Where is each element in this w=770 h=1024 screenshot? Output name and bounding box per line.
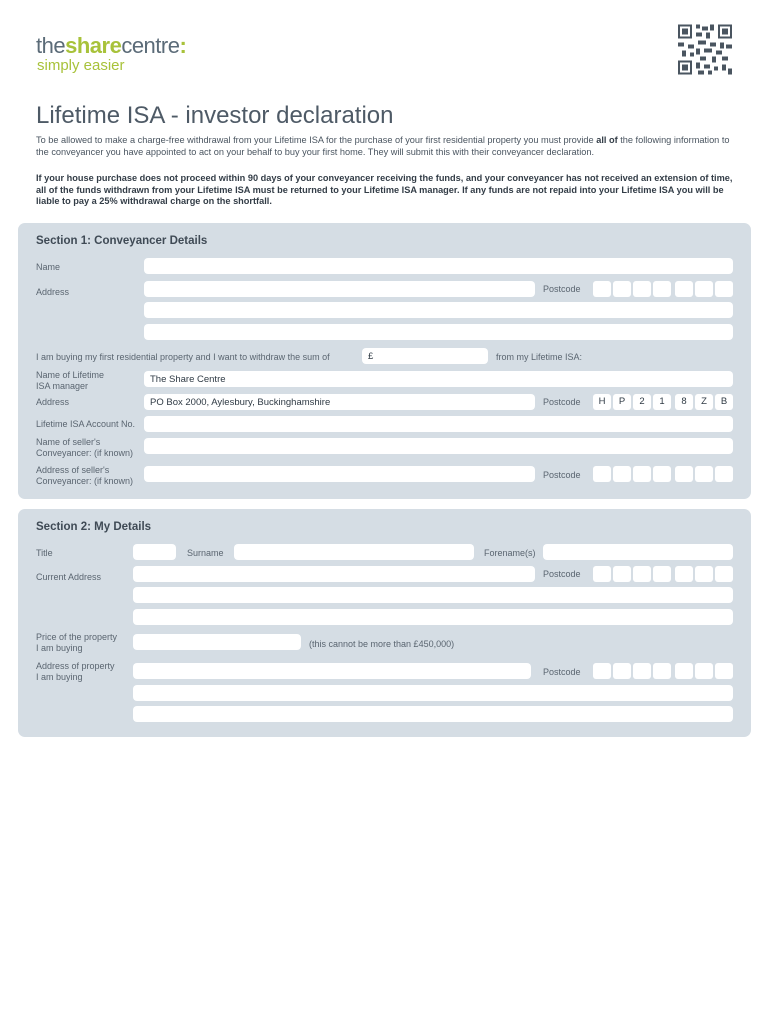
from-lisa-label: from my Lifetime ISA:: [496, 352, 583, 362]
postcode-char-box[interactable]: [695, 281, 713, 297]
property-address-line-2[interactable]: [133, 685, 733, 701]
postcode-char-box[interactable]: [593, 663, 611, 679]
property-address-line-3[interactable]: [133, 706, 733, 722]
postcode-char-box[interactable]: [613, 663, 631, 679]
postcode-char-box[interactable]: 8: [675, 394, 693, 410]
postcode-char-box[interactable]: [715, 466, 733, 482]
current-address-label: Current Address: [36, 572, 102, 582]
postcode-char-box[interactable]: Z: [695, 394, 713, 410]
seller-address-field[interactable]: [144, 466, 535, 482]
postcode-char-box[interactable]: [675, 466, 693, 482]
postcode-char-box[interactable]: [653, 466, 671, 482]
property-address-label: Address of property I am buying: [36, 661, 115, 682]
postcode-char-box[interactable]: [593, 566, 611, 582]
forenames-field[interactable]: [543, 544, 733, 560]
conveyancer-address-line-3[interactable]: [144, 324, 733, 340]
conveyancer-address-line-2[interactable]: [144, 302, 733, 318]
property-price-field[interactable]: [133, 634, 301, 650]
seller-conveyancer-field[interactable]: [144, 438, 733, 454]
logo-wordmark: thesharecentre:: [36, 33, 187, 58]
intro-paragraph: To be allowed to make a charge-free withdrawal from your Lifetime ISA for the purchase of your first residential property you must provide all of the following information to the conveyancer you have appointed to act on your behalf to buy your first home. They will submit this with their conveyancer declaration.: [36, 135, 730, 157]
current-address-line-3[interactable]: [133, 609, 733, 625]
postcode-char-box[interactable]: [695, 663, 713, 679]
current-postcode-boxes: [593, 566, 734, 582]
section-1-title: Section 1: Conveyancer Details: [36, 235, 208, 247]
manager-address-field[interactable]: PO Box 2000, Aylesbury, Buckinghamshire: [144, 394, 535, 410]
forenames-label: Forename(s): [484, 548, 536, 558]
postcode-char-box[interactable]: [613, 466, 631, 482]
seller-address-label: Address of seller's Conveyancer: (if known): [36, 465, 134, 486]
postcode-char-box[interactable]: 2: [633, 394, 651, 410]
seller-postcode-label: Postcode: [543, 470, 581, 480]
postcode-char-box[interactable]: [633, 566, 651, 582]
postcode-char-box[interactable]: [633, 466, 651, 482]
postcode-char-box[interactable]: [633, 663, 651, 679]
postcode-char-box[interactable]: B: [715, 394, 733, 410]
manager-address-label: Address: [36, 397, 70, 407]
postcode-char-box[interactable]: [715, 663, 733, 679]
logo-tagline: simply easier: [37, 57, 125, 74]
lisa-account-label: Lifetime ISA Account No.: [36, 419, 136, 429]
postcode-char-box[interactable]: [593, 466, 611, 482]
postcode-char-box[interactable]: P: [613, 394, 631, 410]
property-address-line-1[interactable]: [133, 663, 531, 679]
surname-label: Surname: [187, 548, 224, 558]
title-field[interactable]: [133, 544, 176, 560]
postcode-char-box[interactable]: [695, 466, 713, 482]
price-label: Price of the property I am buying: [36, 632, 118, 653]
postcode-char-box[interactable]: [695, 566, 713, 582]
title-label: Title: [36, 548, 53, 558]
postcode-char-box[interactable]: [715, 281, 733, 297]
seller-postcode-boxes: [593, 466, 734, 482]
postcode-char-box[interactable]: [653, 663, 671, 679]
address-label: Address: [36, 287, 70, 297]
property-postcode-label: Postcode: [543, 667, 581, 677]
conveyancer-address-line-1[interactable]: [144, 281, 535, 297]
currency-symbol: £: [368, 351, 374, 362]
lisa-manager-label: Name of Lifetime ISA manager: [36, 370, 105, 391]
postcode-char-box[interactable]: [715, 566, 733, 582]
property-postcode-boxes: [593, 663, 734, 679]
postcode-char-box[interactable]: [613, 566, 631, 582]
postcode-label: Postcode: [543, 284, 581, 294]
qr-code-icon: [678, 24, 732, 75]
postcode-char-box[interactable]: [675, 566, 693, 582]
name-label: Name: [36, 262, 61, 272]
seller-conveyancer-label: Name of seller's Conveyancer: (if known): [36, 437, 134, 458]
postcode-char-box[interactable]: H: [593, 394, 611, 410]
postcode-char-box[interactable]: [613, 281, 631, 297]
current-postcode-label: Postcode: [543, 569, 581, 579]
section-2-title: Section 2: My Details: [36, 521, 152, 533]
postcode-char-box[interactable]: [593, 281, 611, 297]
postcode-char-box[interactable]: [675, 281, 693, 297]
surname-field[interactable]: [234, 544, 474, 560]
withdraw-label: I am buying my first residential property and I want to withdraw the sum of: [36, 352, 330, 362]
manager-postcode-label: Postcode: [543, 397, 581, 407]
manager-postcode-boxes: [593, 394, 734, 410]
current-address-line-1[interactable]: [133, 566, 535, 582]
warning-paragraph: If your house purchase does not proceed within 90 days of your conveyancer receiving the funds, and your conveyancer has not received an extension of time, all of the funds withdrawn from your Lifetime ISA must be returned to your Lifetime ISA manager. If any funds are not repaid into your Lifetime ISA you will be liable to pay a 25% withdrawal charge on the shortfall.: [36, 173, 733, 206]
postcode-char-box[interactable]: 1: [653, 394, 671, 410]
postcode-char-box[interactable]: [675, 663, 693, 679]
postcode-char-box[interactable]: [653, 281, 671, 297]
current-address-line-2[interactable]: [133, 587, 733, 603]
page-title: Lifetime ISA - investor declaration: [36, 102, 394, 129]
postcode-char-box[interactable]: [653, 566, 671, 582]
conveyancer-name-field[interactable]: [144, 258, 733, 274]
conveyancer-postcode-boxes: [593, 281, 734, 297]
postcode-char-box[interactable]: [633, 281, 651, 297]
lisa-account-field[interactable]: [144, 416, 733, 432]
price-note: (this cannot be more than £450,000): [309, 639, 455, 649]
lisa-manager-field[interactable]: The Share Centre: [144, 371, 733, 387]
withdraw-amount-field[interactable]: [362, 348, 488, 364]
